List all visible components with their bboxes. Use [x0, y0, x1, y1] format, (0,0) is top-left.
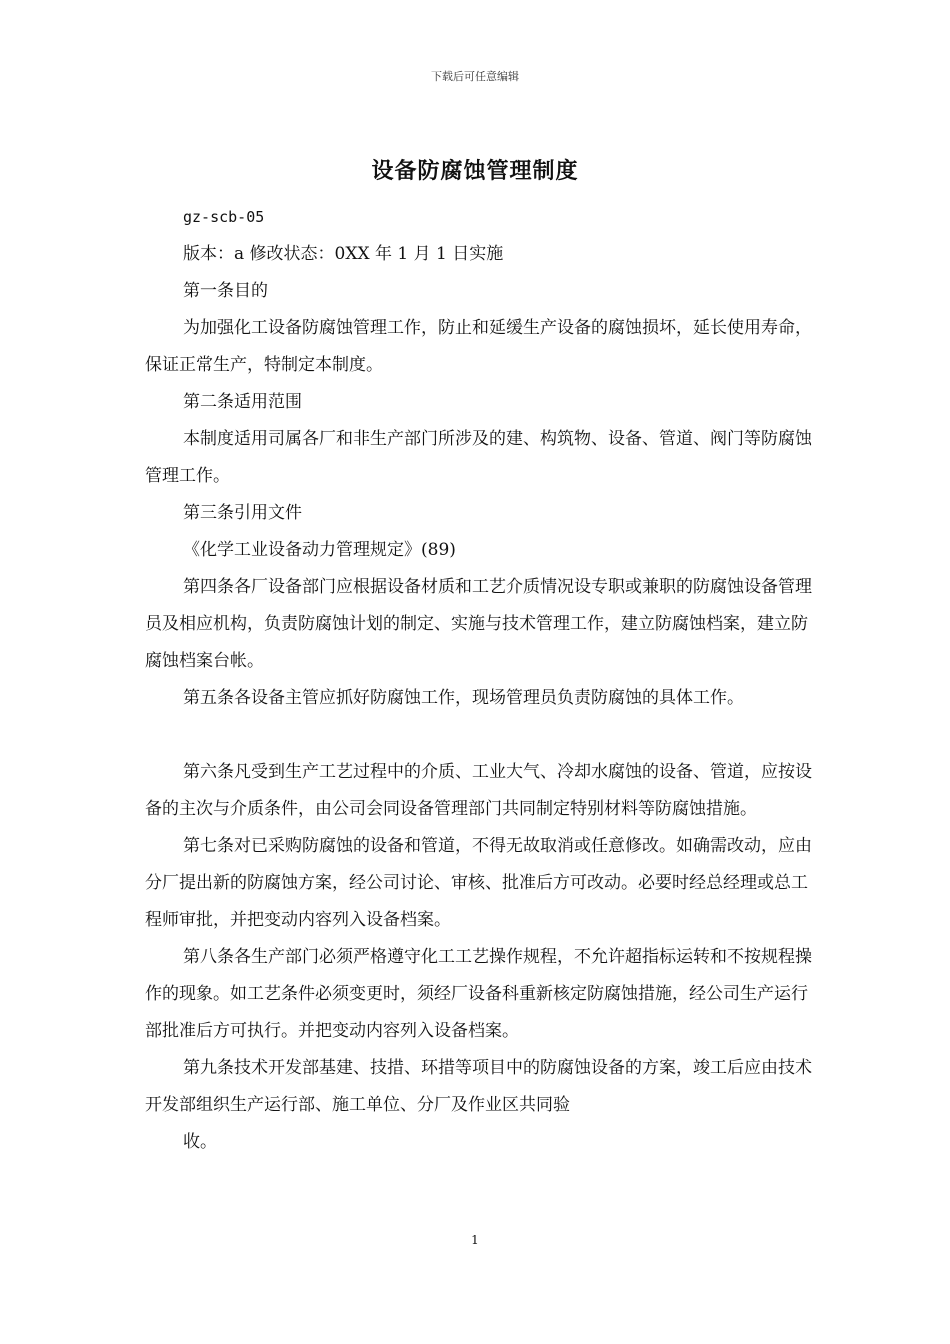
page-header-note: 下载后可任意编辑: [431, 70, 519, 83]
paragraph-article-6: 第六条凡受到生产工艺过程中的介质、工业大气、冷却水腐蚀的设备、管道，应按设备的主次与介质条件，由公司会同设备管理部门共同制定特别材料等防腐蚀措施。: [145, 762, 812, 819]
paragraph-article-4: 第四条各厂设备部门应根据设备材质和工艺介质情况设专职或兼职的防腐蚀设备管理员及相应机构，负责防腐蚀计划的制定、实施与技术管理工作，建立防腐蚀档案，建立防腐蚀档案台帐。: [145, 577, 812, 671]
paragraph-article-1-heading: 第一条目的: [183, 281, 268, 301]
paragraph-article-9-tail: 收。: [183, 1132, 217, 1152]
paragraph-article-1-body: 为加强化工设备防腐蚀管理工作，防止和延缓生产设备的腐蚀损坏，延长使用寿命，保证正常生产，特制定本制度。: [145, 318, 812, 375]
paragraph-article-9: 第九条技术开发部基建、技措、环措等项目中的防腐蚀设备的方案，竣工后应由技术开发部组织生产运行部、施工单位、分厂及作业区共同验: [145, 1058, 812, 1115]
version-line: 版本：a 修改状态：0XX 年 1 月 1 日实施: [183, 244, 504, 264]
paragraph-article-2-body: 本制度适用司属各厂和非生产部门所涉及的建、构筑物、设备、管道、阀门等防腐蚀管理工作。: [145, 429, 812, 486]
paragraph-article-3-heading: 第三条引用文件: [183, 503, 302, 523]
document-code: gz-scb-05: [183, 208, 265, 226]
paragraph-article-7: 第七条对已采购防腐蚀的设备和管道，不得无故取消或任意修改。如确需改动，应由分厂提出新的防腐蚀方案，经公司讨论、审核、批准后方可改动。必要时经总经理或总工程师审批，并把变动内容列入设备档案。: [145, 836, 812, 930]
document-body: [145, 199, 815, 1161]
paragraph-article-5: 第五条各设备主管应抓好防腐蚀工作，现场管理员负责防腐蚀的具体工作。: [183, 688, 744, 708]
paragraph-article-8: 第八条各生产部门必须严格遵守化工工艺操作规程，不允许超指标运转和不按规程操作的现象。如工艺条件必须变更时，须经厂设备科重新核定防腐蚀措施，经公司生产运行部批准后方可执行。并把变动内容列入设备档案。: [145, 947, 812, 1041]
paragraph-article-3-body: 《化学工业设备动力管理规定》(89): [183, 540, 456, 560]
paragraph-article-2-heading: 第二条适用范围: [183, 392, 302, 412]
page-number: 1: [471, 1233, 479, 1247]
document-title: 设备防腐蚀管理制度: [371, 158, 579, 184]
